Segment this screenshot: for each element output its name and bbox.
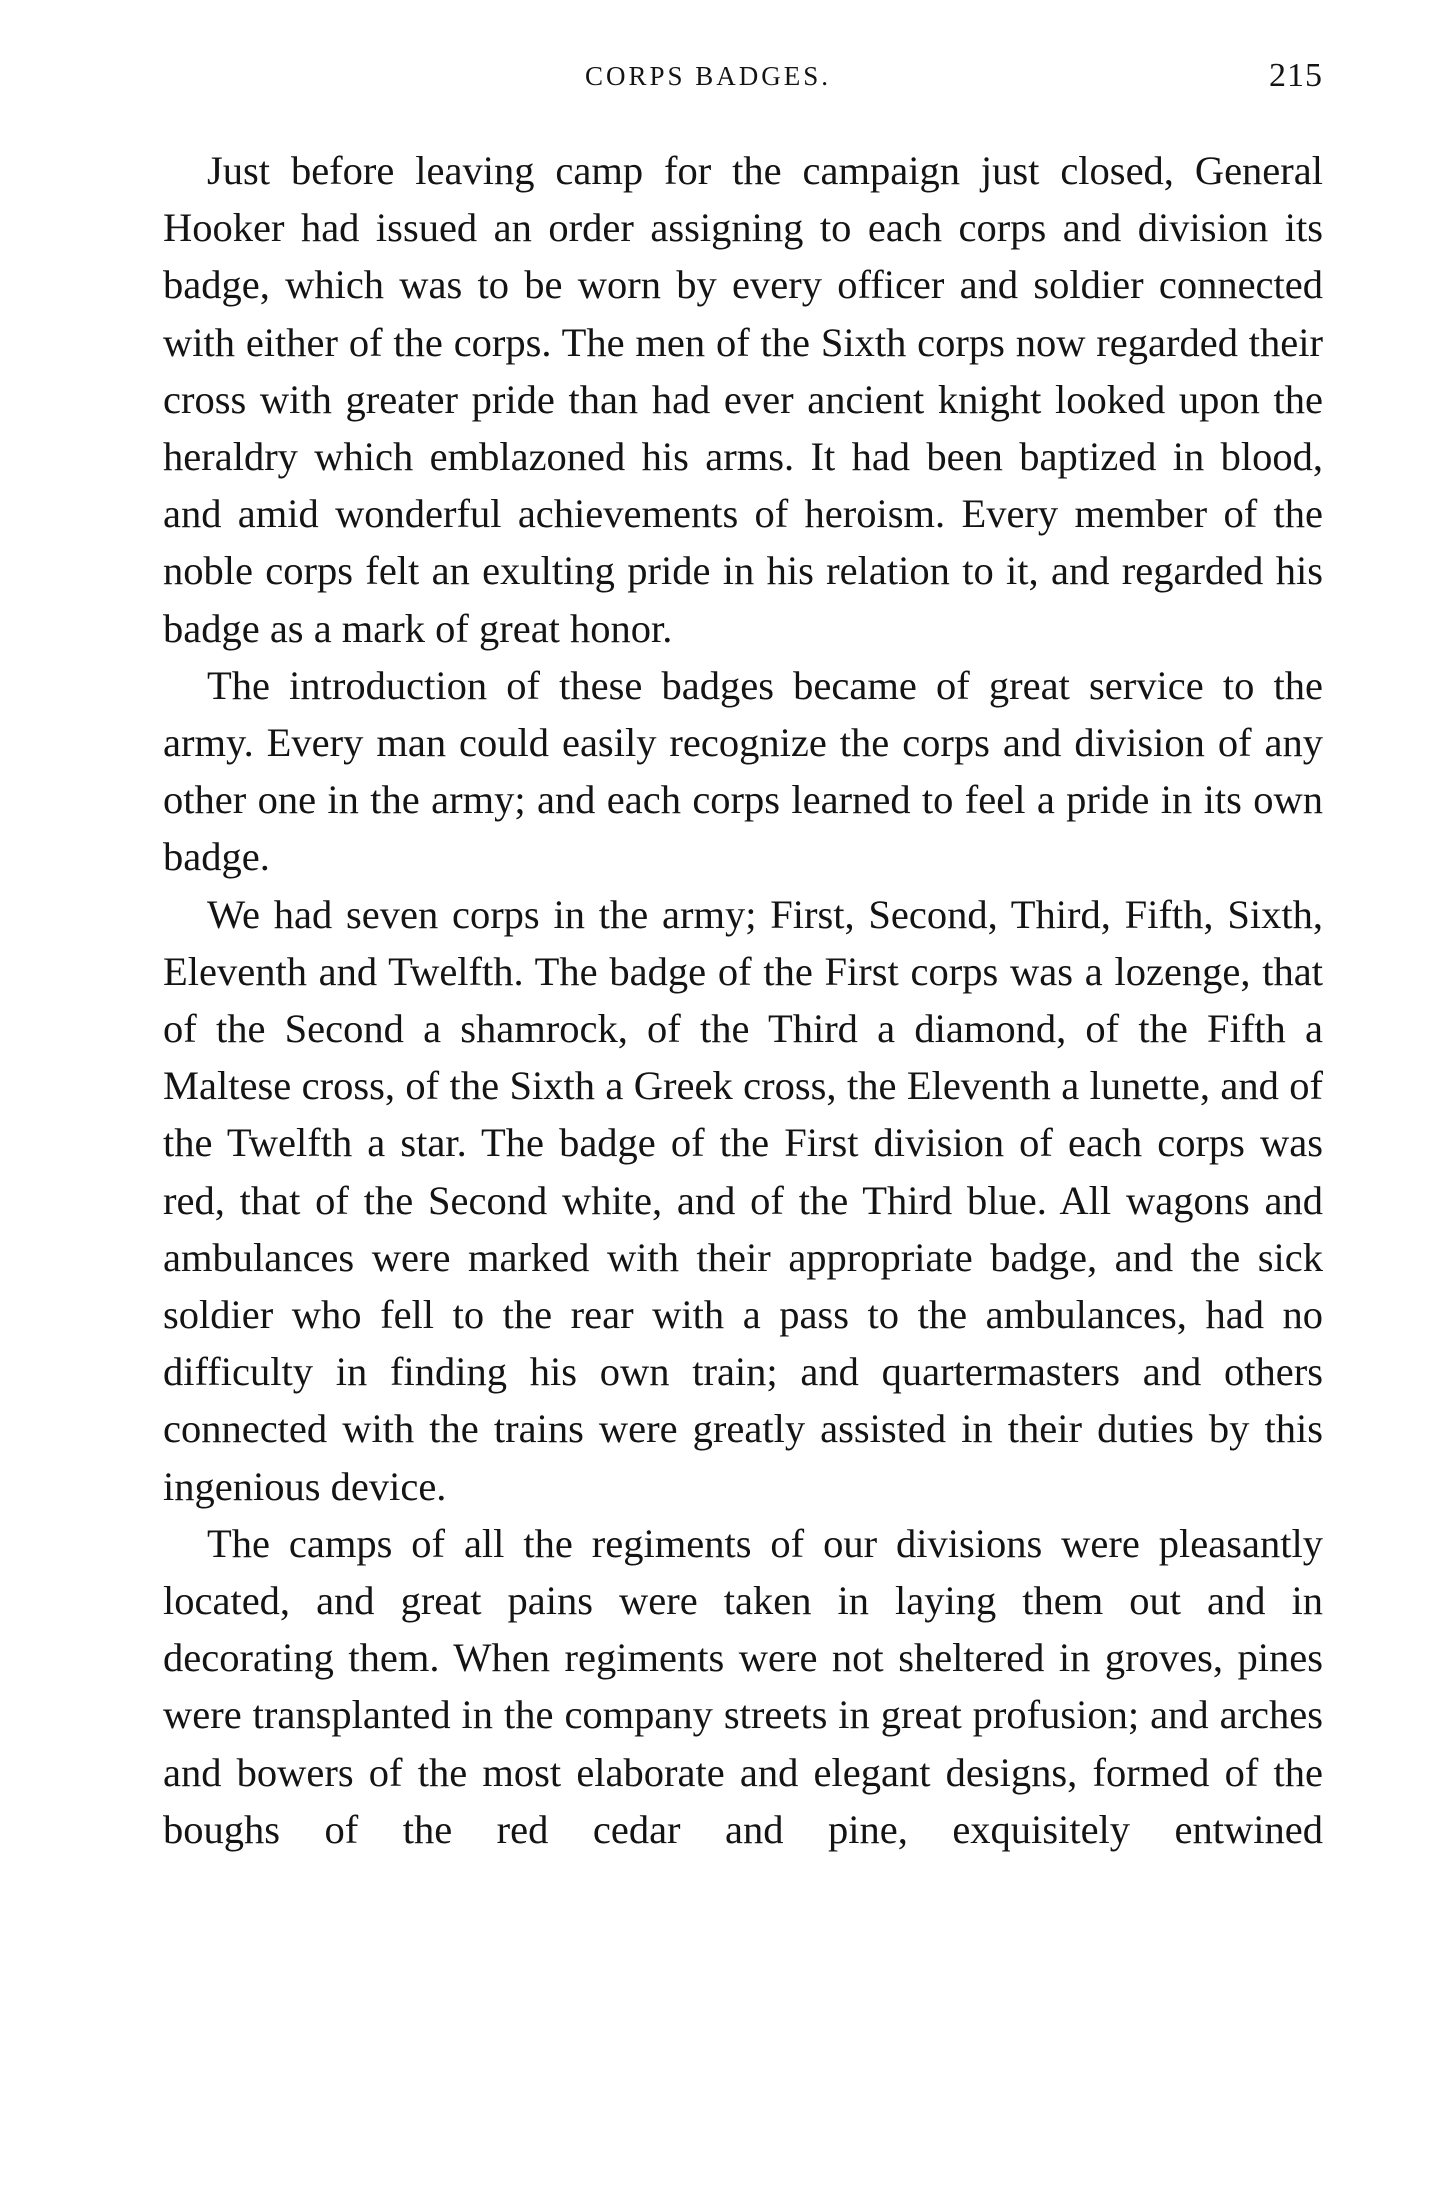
page-number: 215 (1269, 57, 1323, 94)
running-head (163, 46, 1323, 106)
paragraph-corps-badge-order: Just before leaving camp for the campaign just closed, General Hooker had issued an order assigning to each corps and division its badge, which was to be worn by every officer and soldier connected with either of the corps. The men of the Sixth corps now regarded their cross with greater pride than had ever ancient knight looked upon the heraldry which emblazoned his arms. It had been baptized in blood, and amid wonderful achievements of heroism. Every member of the noble corps felt an exulting pride in his relation to it, and regarded his badge as a mark of great honor. (163, 148, 1323, 651)
paragraph-camps: The camps of all the regiments of our divisions were pleasantly located, and great pains were taken in laying them out and in decorating them. When regiments were not sheltered in groves, pines were transplanted in the company streets in great profusion; and arches and bowers of the most elaborate and elegant designs, formed of the boughs of the red cedar and pine, exquisitely entwined (163, 1520, 1323, 1852)
body-text (163, 142, 1323, 1858)
running-title: CORPS BADGES. (584, 61, 832, 91)
paragraph-seven-corps: We had seven corps in the army; First, Second, Third, Fifth, Sixth, Eleventh and Twelfth. The badge of the First corps was a lozenge, that of the Second a shamrock, of the Third a diamond, of the Fifth a Maltese cross, of the Sixth a Greek cross, the Eleventh a lunette, and of the Twelfth a star. The badge of the First division of each corps was red, that of the Second white, and of the Third blue. All wagons and ambulances were marked with their appropriate badge, and the sick soldier who fell to the rear with a pass to the ambulances, had no difficulty in finding his own train; and quartermasters and others connected with the trains were greatly assisted in their duties by this ingenious device. (163, 891, 1323, 1509)
paragraph-badge-service: The introduction of these badges became of great service to the army. Every man could easily recognize the corps and division of any other one in the army; and each corps learned to feel a pride in its own badge. (163, 662, 1323, 880)
